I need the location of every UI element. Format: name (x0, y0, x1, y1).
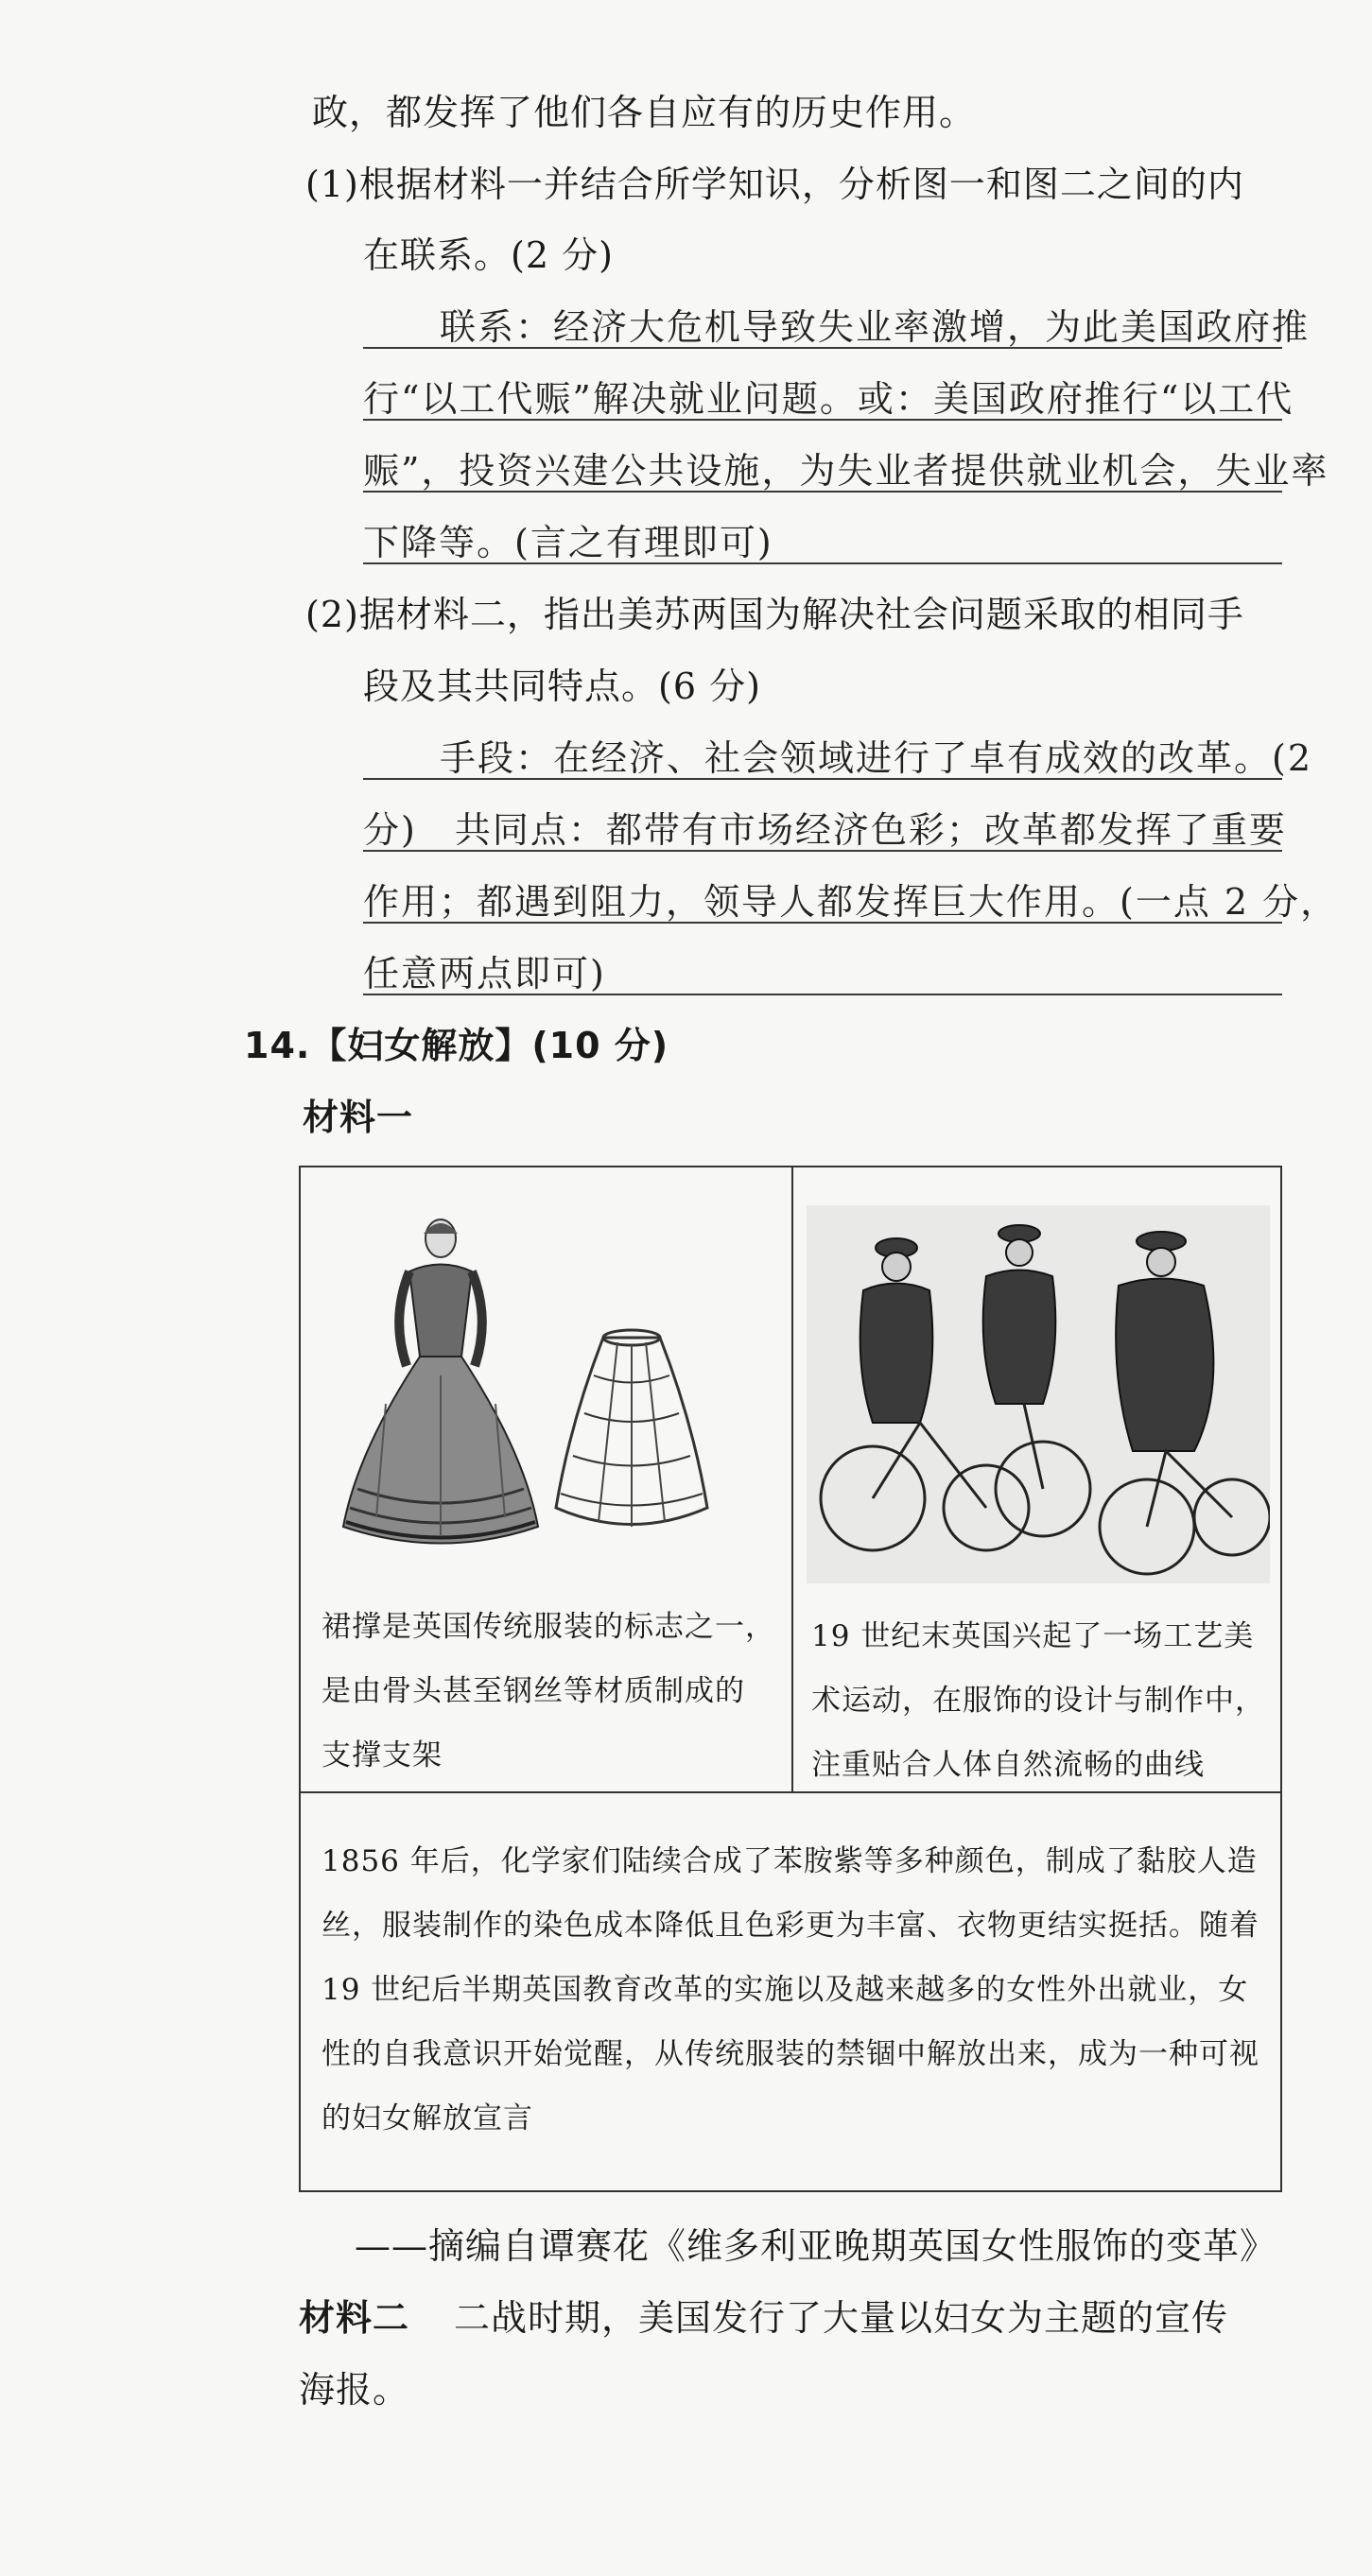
answer-underline (363, 850, 1282, 852)
answer-2-line: 手段：在经济、社会领域进行了卓有成效的改革。(2 (440, 737, 1313, 779)
answer-underline (363, 994, 1282, 995)
material-2-text-cont: 海报。 (299, 2369, 410, 2411)
answer-underline (363, 778, 1282, 780)
material-1-table (299, 1166, 1282, 2192)
material-paragraph-line: 的妇女解放宣言 (321, 2101, 533, 2135)
answer-underline (363, 562, 1282, 564)
text-line: 政，都发挥了他们各自应有的历史作用。 (312, 92, 977, 133)
material-2-label: 材料二 (299, 2297, 410, 2339)
left-caption-line: 支撑支架 (321, 1738, 443, 1772)
answer-1-line: 下降等。(言之有理即可) (363, 522, 773, 563)
answer-1-line: 联系：经济大危机导致失业率激增，为此美国政府推 (440, 306, 1311, 348)
answer-underline (363, 491, 1282, 493)
right-caption-line: 术运动，在服饰的设计与制作中， (811, 1684, 1265, 1718)
material-paragraph-line: 19 世纪后半期英国教育改革的实施以及越来越多的女性外出就业，女 (321, 1973, 1249, 2007)
answer-1-line: 行“以工代赈”解决就业问题。或：美国政府推行“以工代 (363, 378, 1294, 420)
material-1-label: 材料一 (303, 1097, 414, 1138)
answer-1-line: 赈”，投资兴建公共设施，为失业者提供就业机会，失业率 (363, 450, 1329, 492)
crinoline-dress-illustration (320, 1215, 773, 1574)
question-14-title: 14.【妇女解放】(10 分) (244, 1025, 669, 1066)
source-citation: ——摘编自谭赛花《维多利亚晚期英国女性服饰的变革》 (355, 2225, 1277, 2267)
answer-underline (363, 922, 1282, 924)
question-2: (2)据材料二，指出美苏两国为解决社会问题采取的相同手 (305, 594, 1244, 635)
material-2-text: 二战时期，美国发行了大量以妇女为主题的宣传 (454, 2297, 1229, 2339)
left-caption-line: 裙撑是英国传统服装的标志之一， (321, 1610, 775, 1644)
women-cycling-illustration (807, 1205, 1270, 1583)
right-caption-line: 19 世纪末英国兴起了一场工艺美 (811, 1619, 1255, 1653)
answer-underline (363, 419, 1282, 421)
left-caption-line: 是由骨头甚至钢丝等材质制成的 (321, 1674, 745, 1708)
answer-2-line: 任意两点即可) (363, 953, 606, 994)
question-2-cont: 段及其共同特点。(6 分) (363, 666, 761, 707)
answer-underline (363, 347, 1282, 349)
answer-2-line: 分) 共同点：都带有市场经济色彩；改革都发挥了重要 (363, 809, 1287, 851)
right-caption-line: 注重贴合人体自然流畅的曲线 (811, 1748, 1205, 1782)
answer-2-line: 作用；都遇到阻力，领导人都发挥巨大作用。(一点 2 分， (363, 881, 1339, 923)
question-1: (1)根据材料一并结合所学知识，分析图一和图二之间的内 (305, 164, 1244, 205)
material-paragraph-line: 性的自我意识开始觉醒，从传统服装的禁锢中解放出来，成为一种可视 (321, 2037, 1259, 2071)
material-paragraph-line: 丝，服装制作的染色成本降低且色彩更为丰富、衣物更结实挺括。随着 (321, 1909, 1259, 1943)
material-paragraph-line: 1856 年后，化学家们陆续合成了苯胺紫等多种颜色，制成了黏胶人造 (321, 1844, 1258, 1878)
question-1-cont: 在联系。(2 分) (363, 234, 614, 276)
